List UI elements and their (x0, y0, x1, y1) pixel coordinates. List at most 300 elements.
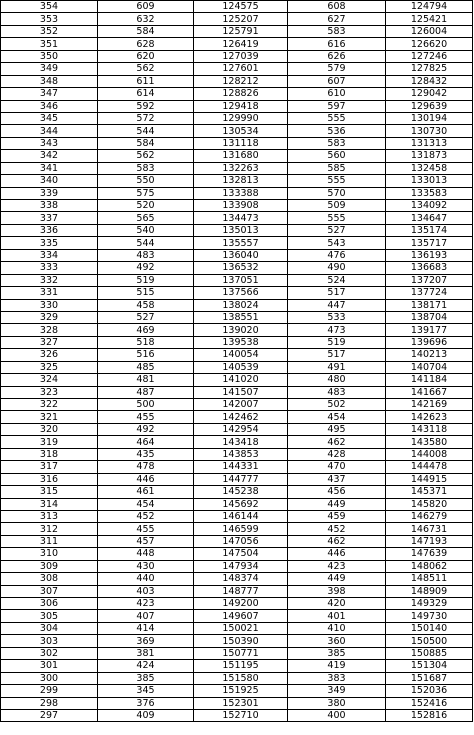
score-cell: 338 (1, 200, 98, 212)
count-a-cell: 457 (98, 535, 194, 547)
cumulative-a-cell: 130534 (194, 125, 288, 137)
table-row (1, 498, 473, 510)
table-row (1, 386, 473, 398)
cumulative-b-cell: 148062 (386, 560, 473, 572)
count-b-cell: 420 (288, 598, 386, 610)
cumulative-a-cell: 133388 (194, 187, 288, 199)
count-a-cell: 572 (98, 112, 194, 124)
cumulative-b-cell: 141184 (386, 374, 473, 386)
cumulative-b-cell: 133013 (386, 175, 473, 187)
score-cell: 310 (1, 548, 98, 560)
table-row (1, 175, 473, 187)
table-row (1, 560, 473, 572)
score-cell: 320 (1, 423, 98, 435)
table-row (1, 473, 473, 485)
count-b-cell: 452 (288, 523, 386, 535)
cumulative-a-cell: 142462 (194, 411, 288, 423)
count-b-cell: 449 (288, 498, 386, 510)
score-cell: 323 (1, 386, 98, 398)
cumulative-b-cell: 144478 (386, 461, 473, 473)
table-row (1, 50, 473, 62)
score-cell: 325 (1, 361, 98, 373)
cumulative-a-cell: 136532 (194, 262, 288, 274)
count-a-cell: 611 (98, 75, 194, 87)
count-a-cell: 620 (98, 50, 194, 62)
count-b-cell: 483 (288, 386, 386, 398)
count-a-cell: 487 (98, 386, 194, 398)
cumulative-a-cell: 129418 (194, 100, 288, 112)
cumulative-a-cell: 132263 (194, 162, 288, 174)
cumulative-b-cell: 151687 (386, 672, 473, 684)
score-cell: 352 (1, 25, 98, 37)
score-cell: 333 (1, 262, 98, 274)
count-b-cell: 473 (288, 324, 386, 336)
cumulative-b-cell: 131313 (386, 137, 473, 149)
count-b-cell: 380 (288, 697, 386, 709)
count-b-cell: 428 (288, 448, 386, 460)
count-a-cell: 540 (98, 224, 194, 236)
cumulative-a-cell: 149200 (194, 598, 288, 610)
cumulative-a-cell: 140054 (194, 349, 288, 361)
score-cell: 341 (1, 162, 98, 174)
cumulative-a-cell: 152710 (194, 709, 288, 721)
count-a-cell: 562 (98, 150, 194, 162)
score-cell: 303 (1, 635, 98, 647)
cumulative-b-cell: 134092 (386, 200, 473, 212)
count-b-cell: 616 (288, 38, 386, 50)
count-b-cell: 509 (288, 200, 386, 212)
count-b-cell: 449 (288, 573, 386, 585)
table-row (1, 25, 473, 37)
cumulative-b-cell: 148511 (386, 573, 473, 585)
score-cell: 327 (1, 336, 98, 348)
count-a-cell: 565 (98, 212, 194, 224)
count-b-cell: 470 (288, 461, 386, 473)
score-cell: 350 (1, 50, 98, 62)
score-cell: 334 (1, 249, 98, 261)
table-row (1, 162, 473, 174)
cumulative-b-cell: 146279 (386, 510, 473, 522)
count-a-cell: 609 (98, 1, 194, 13)
count-a-cell: 414 (98, 622, 194, 634)
table-row (1, 523, 473, 535)
count-a-cell: 515 (98, 287, 194, 299)
count-a-cell: 452 (98, 510, 194, 522)
cumulative-b-cell: 152816 (386, 709, 473, 721)
count-a-cell: 435 (98, 448, 194, 460)
cumulative-b-cell: 140213 (386, 349, 473, 361)
cumulative-a-cell: 138024 (194, 299, 288, 311)
count-b-cell: 560 (288, 150, 386, 162)
count-a-cell: 381 (98, 647, 194, 659)
score-cell: 301 (1, 660, 98, 672)
score-cell: 343 (1, 137, 98, 149)
cumulative-a-cell: 139538 (194, 336, 288, 348)
cumulative-a-cell: 143853 (194, 448, 288, 460)
cumulative-a-cell: 152301 (194, 697, 288, 709)
score-cell: 340 (1, 175, 98, 187)
cumulative-b-cell: 138704 (386, 311, 473, 323)
cumulative-b-cell: 145820 (386, 498, 473, 510)
count-a-cell: 478 (98, 461, 194, 473)
count-b-cell: 401 (288, 610, 386, 622)
cumulative-b-cell: 143580 (386, 436, 473, 448)
cumulative-a-cell: 151925 (194, 685, 288, 697)
cumulative-a-cell: 140539 (194, 361, 288, 373)
cumulative-a-cell: 142954 (194, 423, 288, 435)
count-b-cell: 410 (288, 622, 386, 634)
cumulative-b-cell: 135174 (386, 224, 473, 236)
table-row (1, 585, 473, 597)
count-a-cell: 369 (98, 635, 194, 647)
count-a-cell: 584 (98, 25, 194, 37)
count-b-cell: 555 (288, 212, 386, 224)
table-row (1, 610, 473, 622)
score-cell: 353 (1, 13, 98, 25)
count-a-cell: 483 (98, 249, 194, 261)
count-a-cell: 550 (98, 175, 194, 187)
score-cell: 349 (1, 63, 98, 75)
table-row (1, 510, 473, 522)
table-row (1, 237, 473, 249)
count-b-cell: 454 (288, 411, 386, 423)
score-cell: 337 (1, 212, 98, 224)
table-row (1, 262, 473, 274)
score-cell: 313 (1, 510, 98, 522)
table-row (1, 336, 473, 348)
cumulative-b-cell: 131873 (386, 150, 473, 162)
cumulative-b-cell: 139177 (386, 324, 473, 336)
score-cell: 309 (1, 560, 98, 572)
table-row (1, 486, 473, 498)
table-row (1, 88, 473, 100)
count-b-cell: 446 (288, 548, 386, 560)
count-a-cell: 520 (98, 200, 194, 212)
score-cell: 297 (1, 709, 98, 721)
score-cell: 315 (1, 486, 98, 498)
cumulative-a-cell: 126419 (194, 38, 288, 50)
count-b-cell: 491 (288, 361, 386, 373)
count-b-cell: 360 (288, 635, 386, 647)
cumulative-b-cell: 147639 (386, 548, 473, 560)
table-row (1, 685, 473, 697)
count-b-cell: 462 (288, 535, 386, 547)
score-cell: 331 (1, 287, 98, 299)
cumulative-a-cell: 151580 (194, 672, 288, 684)
table-row (1, 635, 473, 647)
cumulative-b-cell: 128432 (386, 75, 473, 87)
cumulative-a-cell: 145692 (194, 498, 288, 510)
cumulative-b-cell: 136683 (386, 262, 473, 274)
score-cell: 347 (1, 88, 98, 100)
count-a-cell: 492 (98, 262, 194, 274)
cumulative-a-cell: 132813 (194, 175, 288, 187)
cumulative-b-cell: 144008 (386, 448, 473, 460)
table-row (1, 573, 473, 585)
count-a-cell: 592 (98, 100, 194, 112)
count-b-cell: 383 (288, 672, 386, 684)
cumulative-b-cell: 138171 (386, 299, 473, 311)
count-b-cell: 349 (288, 685, 386, 697)
cumulative-b-cell: 127246 (386, 50, 473, 62)
table-row (1, 38, 473, 50)
cumulative-a-cell: 146599 (194, 523, 288, 535)
count-b-cell: 585 (288, 162, 386, 174)
cumulative-b-cell: 126004 (386, 25, 473, 37)
count-a-cell: 500 (98, 399, 194, 411)
count-a-cell: 409 (98, 709, 194, 721)
count-a-cell: 424 (98, 660, 194, 672)
score-cell: 319 (1, 436, 98, 448)
score-cell: 317 (1, 461, 98, 473)
cumulative-a-cell: 133908 (194, 200, 288, 212)
table-row (1, 448, 473, 460)
table-row (1, 311, 473, 323)
count-a-cell: 469 (98, 324, 194, 336)
cumulative-b-cell: 145371 (386, 486, 473, 498)
count-a-cell: 440 (98, 573, 194, 585)
score-cell: 299 (1, 685, 98, 697)
cumulative-a-cell: 131118 (194, 137, 288, 149)
count-a-cell: 461 (98, 486, 194, 498)
count-b-cell: 524 (288, 274, 386, 286)
cumulative-b-cell: 134647 (386, 212, 473, 224)
score-cell: 306 (1, 598, 98, 610)
score-cell: 318 (1, 448, 98, 460)
table-row (1, 436, 473, 448)
cumulative-a-cell: 144777 (194, 473, 288, 485)
cumulative-a-cell: 147504 (194, 548, 288, 560)
count-b-cell: 626 (288, 50, 386, 62)
count-b-cell: 583 (288, 25, 386, 37)
cumulative-b-cell: 127825 (386, 63, 473, 75)
score-cell: 304 (1, 622, 98, 634)
count-b-cell: 423 (288, 560, 386, 572)
count-a-cell: 464 (98, 436, 194, 448)
cumulative-a-cell: 142007 (194, 399, 288, 411)
table-row (1, 324, 473, 336)
score-cell: 305 (1, 610, 98, 622)
cumulative-a-cell: 150390 (194, 635, 288, 647)
count-a-cell: 481 (98, 374, 194, 386)
count-b-cell: 517 (288, 349, 386, 361)
table-row (1, 112, 473, 124)
table-row (1, 548, 473, 560)
table-row (1, 647, 473, 659)
count-a-cell: 403 (98, 585, 194, 597)
count-a-cell: 575 (98, 187, 194, 199)
count-b-cell: 480 (288, 374, 386, 386)
score-cell: 324 (1, 374, 98, 386)
count-b-cell: 543 (288, 237, 386, 249)
cumulative-b-cell: 132458 (386, 162, 473, 174)
count-b-cell: 536 (288, 125, 386, 137)
score-cell: 330 (1, 299, 98, 311)
table-row (1, 374, 473, 386)
count-b-cell: 555 (288, 175, 386, 187)
cumulative-b-cell: 126620 (386, 38, 473, 50)
table-row (1, 411, 473, 423)
cumulative-a-cell: 128826 (194, 88, 288, 100)
cumulative-a-cell: 137566 (194, 287, 288, 299)
count-b-cell: 519 (288, 336, 386, 348)
score-cell: 302 (1, 647, 98, 659)
table-row (1, 63, 473, 75)
cumulative-b-cell: 125421 (386, 13, 473, 25)
table-row (1, 535, 473, 547)
score-cell: 342 (1, 150, 98, 162)
cumulative-a-cell: 148374 (194, 573, 288, 585)
cumulative-a-cell: 150021 (194, 622, 288, 634)
table-row (1, 598, 473, 610)
table-row (1, 75, 473, 87)
cumulative-b-cell: 147193 (386, 535, 473, 547)
cumulative-b-cell: 136193 (386, 249, 473, 261)
cumulative-a-cell: 146144 (194, 510, 288, 522)
table-row (1, 361, 473, 373)
count-a-cell: 455 (98, 523, 194, 535)
cumulative-a-cell: 147934 (194, 560, 288, 572)
score-cell: 300 (1, 672, 98, 684)
score-cell: 329 (1, 311, 98, 323)
count-a-cell: 423 (98, 598, 194, 610)
cumulative-a-cell: 139020 (194, 324, 288, 336)
count-a-cell: 518 (98, 336, 194, 348)
count-b-cell: 462 (288, 436, 386, 448)
cumulative-b-cell: 140704 (386, 361, 473, 373)
count-a-cell: 583 (98, 162, 194, 174)
count-b-cell: 608 (288, 1, 386, 13)
table-row (1, 672, 473, 684)
score-cell: 336 (1, 224, 98, 236)
count-b-cell: 495 (288, 423, 386, 435)
score-cell: 354 (1, 1, 98, 13)
count-b-cell: 490 (288, 262, 386, 274)
count-a-cell: 519 (98, 274, 194, 286)
cumulative-b-cell: 124794 (386, 1, 473, 13)
count-a-cell: 448 (98, 548, 194, 560)
cumulative-a-cell: 134473 (194, 212, 288, 224)
table-row (1, 200, 473, 212)
count-a-cell: 628 (98, 38, 194, 50)
count-b-cell: 459 (288, 510, 386, 522)
table-row (1, 399, 473, 411)
score-cell: 322 (1, 399, 98, 411)
score-table-body (1, 1, 473, 722)
table-row (1, 461, 473, 473)
table-row (1, 622, 473, 634)
count-a-cell: 455 (98, 411, 194, 423)
cumulative-a-cell: 137051 (194, 274, 288, 286)
count-a-cell: 345 (98, 685, 194, 697)
cumulative-b-cell: 135717 (386, 237, 473, 249)
cumulative-a-cell: 128212 (194, 75, 288, 87)
score-cell: 316 (1, 473, 98, 485)
count-a-cell: 458 (98, 299, 194, 311)
cumulative-a-cell: 127601 (194, 63, 288, 75)
count-b-cell: 607 (288, 75, 386, 87)
score-cell: 335 (1, 237, 98, 249)
cumulative-a-cell: 138551 (194, 311, 288, 323)
cumulative-b-cell: 130194 (386, 112, 473, 124)
count-b-cell: 627 (288, 13, 386, 25)
score-cell: 326 (1, 349, 98, 361)
count-a-cell: 562 (98, 63, 194, 75)
table-row (1, 224, 473, 236)
score-cell: 346 (1, 100, 98, 112)
table-row (1, 100, 473, 112)
score-cell: 311 (1, 535, 98, 547)
cumulative-b-cell: 149730 (386, 610, 473, 622)
table-row (1, 660, 473, 672)
score-cell: 307 (1, 585, 98, 597)
cumulative-b-cell: 142169 (386, 399, 473, 411)
count-a-cell: 632 (98, 13, 194, 25)
cumulative-a-cell: 151195 (194, 660, 288, 672)
count-b-cell: 533 (288, 311, 386, 323)
cumulative-b-cell: 130730 (386, 125, 473, 137)
table-row (1, 137, 473, 149)
cumulative-b-cell: 146731 (386, 523, 473, 535)
count-a-cell: 492 (98, 423, 194, 435)
cumulative-a-cell: 148777 (194, 585, 288, 597)
cumulative-a-cell: 129990 (194, 112, 288, 124)
count-a-cell: 485 (98, 361, 194, 373)
count-a-cell: 544 (98, 237, 194, 249)
table-row (1, 697, 473, 709)
score-cell: 298 (1, 697, 98, 709)
cumulative-b-cell: 148909 (386, 585, 473, 597)
cumulative-a-cell: 144331 (194, 461, 288, 473)
cumulative-b-cell: 141667 (386, 386, 473, 398)
score-cell: 339 (1, 187, 98, 199)
count-b-cell: 476 (288, 249, 386, 261)
cumulative-b-cell: 142623 (386, 411, 473, 423)
score-cell: 348 (1, 75, 98, 87)
table-row (1, 274, 473, 286)
count-b-cell: 517 (288, 287, 386, 299)
cumulative-b-cell: 150140 (386, 622, 473, 634)
score-cell: 308 (1, 573, 98, 585)
count-b-cell: 597 (288, 100, 386, 112)
cumulative-b-cell: 150885 (386, 647, 473, 659)
cumulative-b-cell: 149329 (386, 598, 473, 610)
cumulative-b-cell: 152416 (386, 697, 473, 709)
table-row (1, 1, 473, 13)
count-b-cell: 400 (288, 709, 386, 721)
score-cell: 351 (1, 38, 98, 50)
cumulative-a-cell: 135013 (194, 224, 288, 236)
table-row (1, 125, 473, 137)
count-a-cell: 385 (98, 672, 194, 684)
count-b-cell: 437 (288, 473, 386, 485)
score-cell: 314 (1, 498, 98, 510)
count-b-cell: 502 (288, 399, 386, 411)
count-b-cell: 610 (288, 88, 386, 100)
count-b-cell: 398 (288, 585, 386, 597)
cumulative-b-cell: 144915 (386, 473, 473, 485)
cumulative-a-cell: 131680 (194, 150, 288, 162)
cumulative-b-cell: 129639 (386, 100, 473, 112)
score-cell: 328 (1, 324, 98, 336)
count-b-cell: 570 (288, 187, 386, 199)
count-a-cell: 454 (98, 498, 194, 510)
cumulative-b-cell: 151304 (386, 660, 473, 672)
cumulative-a-cell: 125207 (194, 13, 288, 25)
cumulative-a-cell: 147056 (194, 535, 288, 547)
table-row (1, 13, 473, 25)
score-cell: 321 (1, 411, 98, 423)
